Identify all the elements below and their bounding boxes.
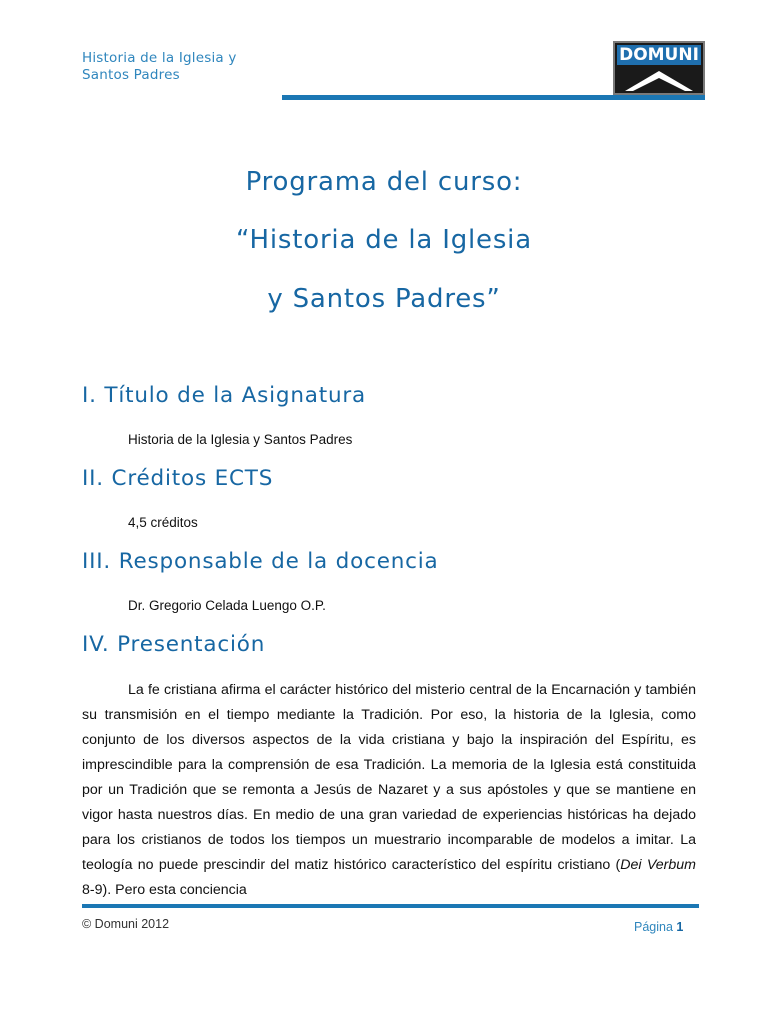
presentation-text: La fe cristiana afirma el carácter histórico del misterio central de la Encarnación y también su transmisión en el tiempo mediante la Tradición. Por eso, la historia de la Iglesia, como conjunto de los diversos aspectos de la vida cristiana y bajo la inspiración del Espíritu, es imprescindible para la comprensión de esa Tradición. La memoria de la Iglesia está constituida por un Tradición que se remonta a Jesús de Nazaret y a sus apóstoles y que se mantiene en vigor hasta nuestros días. En medio de una gran variedad de experiencias históricas ha dejado para los cristianos de todos los tiempos un muestrario incomparable de modelos a imitar. La teología no puede prescindir del matiz histórico característico del espíritu cristiano ( [82, 682, 696, 873]
section-value-responsable: Dr. Gregorio Celada Luengo O.P. [128, 598, 326, 613]
footer-page-indicator [634, 920, 683, 934]
document-title-line-3: y Santos Padres” [267, 284, 501, 314]
section-heading-titulo: I. Título de la Asignatura [82, 383, 367, 408]
footer-rule [82, 904, 699, 908]
presentation-text-end: 8-9). Pero esta conciencia [82, 882, 247, 898]
section-heading-creditos: II. Créditos ECTS [82, 466, 274, 491]
domuni-logo [613, 41, 705, 95]
page-label: Página [634, 920, 673, 934]
document-title-line-1: Programa del curso: [245, 167, 523, 197]
section-value-titulo: Historia de la Iglesia y Santos Padres [128, 432, 353, 447]
section-heading-responsable: III. Responsable de la docencia [82, 549, 439, 574]
running-title-line-1: Historia de la Iglesia y [82, 50, 237, 66]
header-rule [282, 95, 705, 100]
page-number: 1 [676, 920, 684, 934]
footer-copyright: © Domuni 2012 [82, 917, 170, 931]
document-title-line-2: “Historia de la Iglesia [236, 225, 532, 255]
presentation-italic-citation: Dei Verbum [620, 857, 696, 873]
section-heading-presentacion: IV. Presentación [82, 632, 266, 657]
logo-text: DOMUNI [617, 45, 701, 65]
running-title-line-2: Santos Padres [82, 67, 180, 83]
running-title [82, 50, 237, 84]
section-value-creditos: 4,5 créditos [128, 515, 198, 530]
logo-mountain-icon [617, 65, 701, 93]
presentation-paragraph [82, 678, 696, 903]
